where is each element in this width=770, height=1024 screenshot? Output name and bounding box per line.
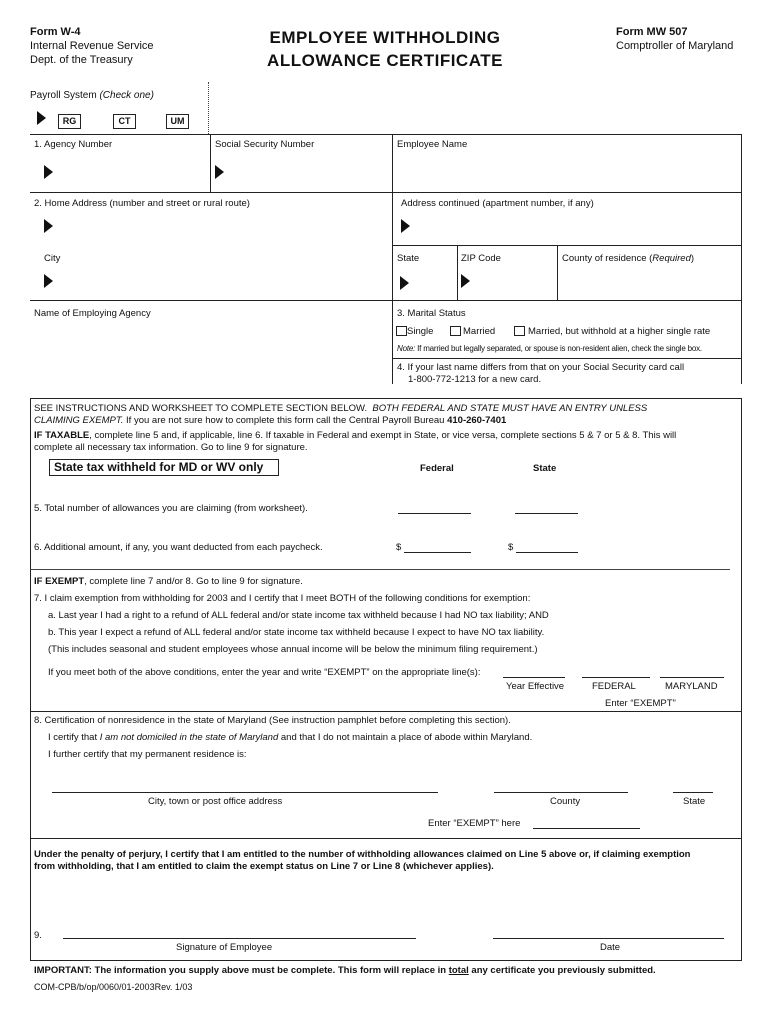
line8-certify: [48, 732, 532, 743]
form-revision-code: COM-CPB/b/op/0060/01-2003Rev. 1/03: [34, 982, 193, 992]
important-total: total: [448, 965, 469, 976]
if-taxable-text: , complete line 5 and, if applicable, line 6. If taxable in Federal and exempt in State, or vice versa, complete sections 5 & 7 or 5 & 8. This will: [89, 430, 677, 441]
arrow-marker-icon: [401, 219, 410, 233]
marital-note: [397, 344, 702, 353]
form-title-line1: EMPLOYEE WITHHOLDING: [269, 28, 501, 47]
name-change-line2: 1-800-772-1213 for a new card.: [408, 374, 542, 385]
arrow-marker-icon: [44, 219, 53, 233]
payroll-hint: (Check one): [99, 90, 154, 101]
marital-note-label: Note:: [397, 344, 416, 353]
ssn-label: Social Security Number: [215, 139, 315, 150]
state-label: State: [397, 253, 420, 264]
home-address-field[interactable]: [58, 212, 388, 240]
payroll-option-rg[interactable]: RG: [58, 114, 81, 129]
permanent-state-field[interactable]: [673, 792, 713, 793]
instructions-line1: SEE INSTRUCTIONS AND WORKSHEET TO COMPLETE SECTION BELOW.: [34, 403, 368, 414]
agency-number-label: 1. Agency Number: [34, 139, 113, 150]
if-exempt-label: IF EXEMPT: [34, 576, 85, 587]
zip-label: ZIP Code: [461, 253, 501, 264]
line8-not-domiciled: I am not domiciled in the state of Maryland: [99, 732, 279, 743]
line5-federal-field[interactable]: [398, 513, 471, 514]
federal-exempt-field[interactable]: [582, 677, 650, 678]
marital-married-higher-label: Married, but withhold at a higher single rate: [528, 326, 711, 337]
employing-agency-label: Name of Employing Agency: [34, 308, 151, 319]
ssn-field[interactable]: [228, 156, 388, 186]
line9-number: 9.: [34, 930, 42, 941]
line7-meet-conditions: If you meet both of the above conditions, enter the year and write “EXEMPT” on the appropriate line(s):: [48, 667, 481, 678]
instructions-line1-italic: BOTH FEDERAL AND STATE MUST HAVE AN ENTRY UNLESS: [372, 403, 648, 414]
address-continued-label: Address continued (apartment number, if any): [401, 198, 594, 209]
marital-married-higher-checkbox[interactable]: [514, 326, 525, 336]
federal-column-header: Federal: [420, 463, 454, 474]
payroll-label-text: Payroll System: [30, 90, 97, 101]
perjury-line2: from withholding, that I am entitled to claim the exempt status on Line 7 or Line 8 (whichever applies).: [34, 861, 494, 872]
if-taxable-line2: complete all necessary tax information. Go to line 9 for signature.: [34, 442, 308, 453]
arrow-marker-icon: [44, 165, 53, 179]
arrow-marker-icon: [44, 274, 53, 288]
year-effective-field[interactable]: [503, 677, 565, 678]
instructions-text: [34, 403, 738, 454]
central-payroll-phone: 410-260-7401: [447, 415, 507, 426]
permanent-state-label: State: [683, 796, 706, 807]
line5-state-field[interactable]: [515, 513, 578, 514]
payroll-option-um[interactable]: UM: [166, 114, 189, 129]
arrow-marker-icon: [400, 276, 409, 290]
perjury-statement: [34, 849, 739, 873]
treasury-label: Dept. of the Treasury: [30, 54, 133, 66]
line5-label: 5. Total number of allowances you are claiming (from worksheet).: [34, 503, 308, 514]
employee-name-label: Employee Name: [397, 139, 468, 150]
line6-federal-dollar: $: [396, 542, 402, 553]
important-notice: [34, 965, 656, 976]
county-required-note: Required: [652, 253, 691, 264]
name-change-line1: 4. If your last name differs from that on your Social Security card call: [397, 362, 685, 373]
important-end: any certificate you previously submitted.: [468, 965, 656, 976]
marital-single-label: Single: [407, 326, 434, 337]
instructions-line2-text: If you are not sure how to complete this form call the Central Payroll Bureau: [123, 415, 448, 426]
year-effective-label: Year Effective: [506, 681, 565, 692]
arrow-marker-icon: [215, 165, 224, 179]
line7-label: 7. I claim exemption from withholding for 2003 and I certify that I meet BOTH of the following conditions for exemption:: [34, 593, 531, 604]
state-field[interactable]: [413, 268, 453, 296]
county-label-suffix: ): [690, 253, 695, 264]
city-label: City: [44, 253, 61, 264]
city-field[interactable]: [58, 268, 388, 296]
if-exempt-text: [34, 576, 303, 587]
line6-state-dollar: $: [508, 542, 514, 553]
permanent-city-field[interactable]: [52, 792, 438, 793]
county-label-prefix: County of residence (: [562, 253, 653, 264]
marital-note-text: If married but legally separated, or spouse is non-resident alien, check the single box.: [415, 344, 702, 353]
marital-single-checkbox[interactable]: [396, 326, 407, 336]
line7-seasonal-note: (This includes seasonal and student employees whose annual income will be below the minimum filing requirement.): [48, 644, 538, 655]
marital-married-label: Married: [463, 326, 496, 337]
arrow-marker-icon: [461, 274, 470, 288]
line8-certify-post: and that I do not maintain a place of abode within Maryland.: [278, 732, 533, 743]
marital-status-label: 3. Marital Status: [397, 308, 466, 319]
perjury-line1: Under the penalty of perjury, I certify that I am entitled to the number of withholding allowances claimed on Line 5 above or, if claiming exemption: [34, 849, 691, 860]
line8-certify-pre: I certify that: [48, 732, 100, 743]
maryland-exempt-field[interactable]: [660, 677, 724, 678]
line7-condition-b: b. This year I expect a refund of ALL federal and/or state income tax withheld because I expect to have NO tax liability.: [48, 627, 545, 638]
line8-further-certify: I further certify that my permanent residence is:: [48, 749, 247, 760]
signature-date-field[interactable]: [493, 938, 724, 939]
important-text: IMPORTANT: The information you supply above must be complete. This form will replace in: [34, 965, 449, 976]
address-continued-field[interactable]: [414, 212, 736, 240]
employee-signature-field[interactable]: [63, 938, 416, 939]
state-tax-withheld-box: State tax withheld for MD or WV only: [49, 459, 279, 476]
county-residence-label: [562, 253, 694, 264]
maryland-exempt-label: MARYLAND: [665, 681, 718, 692]
form-mw507-label: Form MW 507: [616, 26, 688, 38]
irs-label: Internal Revenue Service: [30, 40, 154, 52]
if-taxable-label: IF TAXABLE: [34, 430, 90, 441]
form-title-line2: ALLOWANCE CERTIFICATE: [267, 51, 503, 70]
line8-label: 8. Certification of nonresidence in the state of Maryland (See instruction pamphlet before completing this section).: [34, 715, 511, 726]
federal-exempt-label: FEDERAL: [592, 681, 636, 692]
marital-married-checkbox[interactable]: [450, 326, 461, 336]
home-address-label: 2. Home Address (number and street or rural route): [34, 198, 250, 209]
instructions-line2-italic: CLAIMING EXEMPT.: [34, 415, 124, 426]
form-w4-label: Form W-4: [30, 26, 81, 38]
line6-label: 6. Additional amount, if any, you want deducted from each paycheck.: [34, 542, 323, 553]
enter-exempt-label: Enter “EXEMPT”: [605, 698, 676, 709]
permanent-city-label: City, town or post office address: [148, 796, 283, 807]
date-label: Date: [600, 942, 621, 953]
if-exempt-rest: , complete line 7 and/or 8. Go to line 9 for signature.: [84, 576, 303, 587]
comptroller-label: Comptroller of Maryland: [616, 40, 734, 52]
zip-field[interactable]: [474, 268, 554, 296]
signature-label: Signature of Employee: [176, 942, 273, 953]
line6-federal-field[interactable]: [404, 552, 471, 553]
employing-agency-field[interactable]: [34, 324, 388, 380]
arrow-marker-icon: [37, 111, 46, 125]
line7-condition-a: a. Last year I had a right to a refund of ALL federal and/or state income tax withheld because I had NO tax liability; AND: [48, 610, 549, 621]
payroll-option-ct[interactable]: CT: [113, 114, 136, 129]
line8-enter-exempt-label: Enter “EXEMPT” here: [428, 818, 521, 829]
line8-exempt-field[interactable]: [533, 828, 640, 829]
agency-number-field[interactable]: [58, 156, 206, 186]
employee-name-field[interactable]: [397, 156, 737, 186]
permanent-county-label: County: [550, 796, 581, 807]
line6-state-field[interactable]: [516, 552, 578, 553]
permanent-county-field[interactable]: [494, 792, 628, 793]
county-field[interactable]: [562, 268, 737, 296]
state-column-header: State: [533, 463, 557, 474]
payroll-system-label: [30, 90, 154, 101]
